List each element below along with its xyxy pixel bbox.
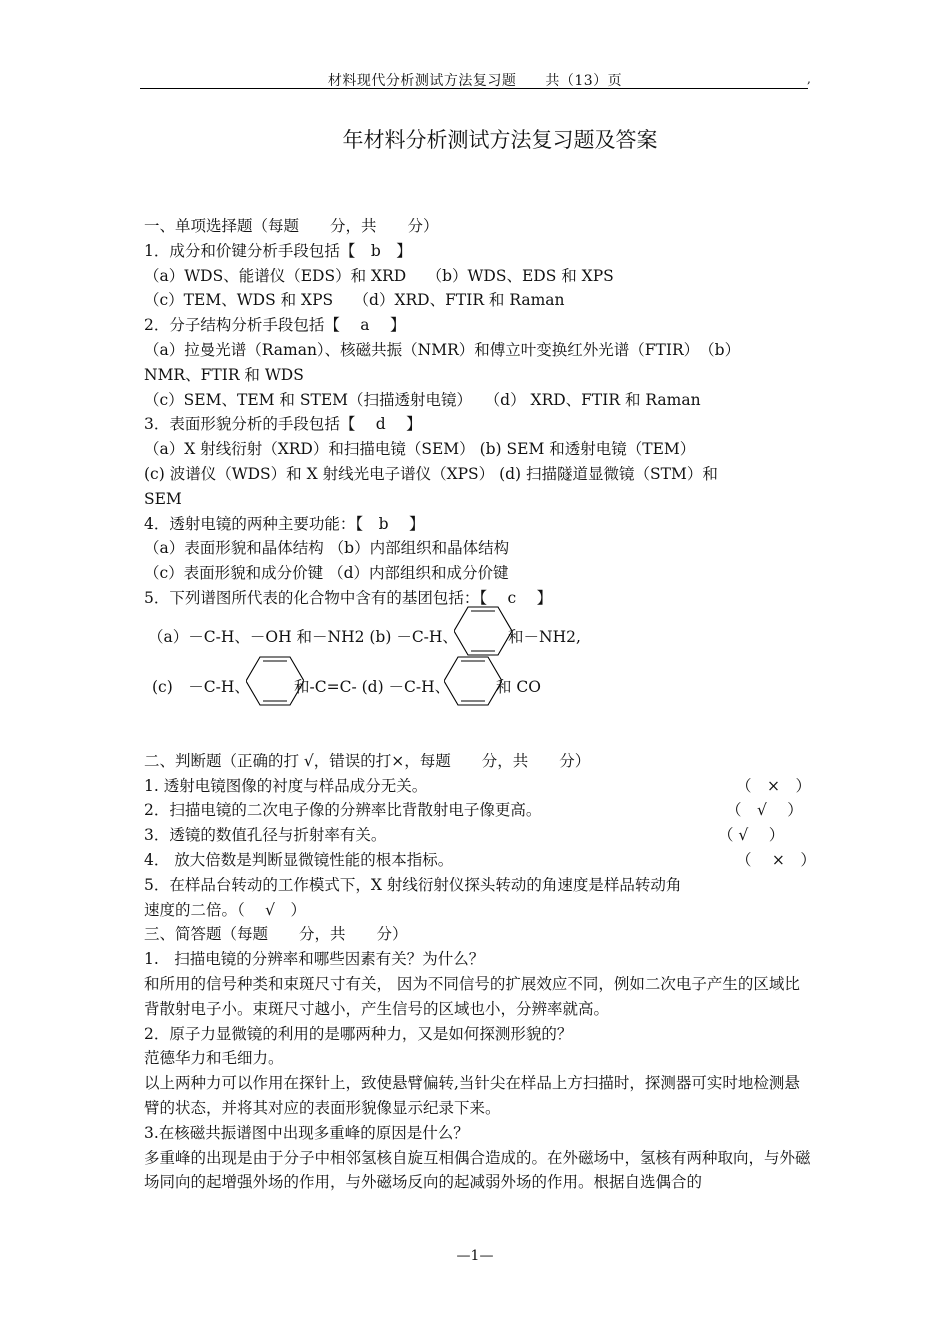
q2-options-cd: （c）SEM、TEM 和 STEM（扫描透射电镜） （d） XRD、FTIR 和 Raman [144,390,701,409]
q3-options-cd-1: (c) 波谱仪（WDS）和 X 射线光电子谱仪（XPS） (d) 扫描隧道显微镜（STM）和 [144,464,718,483]
q5-row2-text-c: 和 CO [496,677,541,696]
q3-options-ab: （a）X 射线衍射（XRD）和扫描电镜（SEM） (b) SEM 和透射电镜（TEM） [144,440,696,459]
short-a2-1: 范德华力和毛细力。 [144,1049,284,1068]
judge-item-mark: （ × ） [736,776,811,795]
header-mark: , [807,72,811,86]
q5-stem: 5．下列谱图所代表的化合物中含有的基团包括：【 c 】 [144,588,553,607]
judge-item-5-line2: 速度的二倍。（ √ ） [144,900,307,919]
q4-options-cd: （c）表面形貌和成分价键 （d）内部组织和成分价键 [144,564,509,583]
q5-options-row2 [144,663,812,711]
judge-item-4 [144,848,816,873]
q3-stem: 3．表面形貌分析的手段包括【 d 】 [144,415,422,434]
benzene-ring-icon [444,655,502,707]
short-q3: 3.在核磁共振谱图中出现多重峰的原因是什么？ [144,1123,469,1142]
judge-item-text: 2．扫描电镜的二次电子像的分辨率比背散射电子像更高。 [144,801,542,820]
document-title: 年材料分析测试方法复习题及答案 [342,128,658,152]
q4-options-ab: （a）表面形貌和晶体结构 （b）内部组织和晶体结构 [144,539,510,558]
short-a3: 多重峰的出现是由于分子中相邻氢核自旋互相偶合造成的。在外磁场中，氢核有两种取向，与外磁场同向的起增强外场的作用，与外磁场反向的起减弱外场的作用。根据自选偶合的 [144,1148,811,1192]
q5-row2-text-a: (c) －C-H、 [152,677,250,696]
q1-stem: 1．成分和价键分析手段包括【 b 】 [144,241,412,260]
header-text: 材料现代分析测试方法复习题 共（13）页 [327,73,623,89]
q3-options-cd-2: SEM [144,489,182,508]
judge-item-mark: （ √ ） [718,826,785,845]
q2-options-ab-2: NMR、FTIR 和 WDS [144,365,304,384]
q1-options-cd: （c）TEM、WDS 和 XPS （d）XRD、FTIR 和 Raman [144,291,565,310]
q5-row1-text-b: 和－NH2, [508,627,581,646]
judge-item-text: 3．透镜的数值孔径与折射率有关。 [144,826,387,845]
short-a1: 和所用的信号种类和束斑尺寸有关， 因为不同信号的扩展效应不同，例如二次电子产生的区域比背散射电子小。束斑尺寸越小，产生信号的区域也小，分辨率就高。 [144,974,800,1018]
document-body [144,214,816,1195]
judge-item-2 [144,798,812,823]
q5-row2-text-b: 和-C=C- (d) －C-H、 [294,677,451,696]
judge-item-1 [144,774,812,799]
section3-heading: 三、简答题（每题 分，共 分） [144,925,408,944]
benzene-ring-icon [454,605,512,657]
judge-item-mark: （ √ ） [726,801,803,820]
short-q1: 1. 扫描电镜的分辨率和哪些因素有关？为什么？ [144,950,485,969]
judge-item-mark: （ × ） [736,850,816,869]
judge-item-5-line1: 5．在样品台转动的工作模式下，X 射线衍射仪探头转动的角速度是样品转动角 [144,875,682,894]
q1-options-ab: （a）WDS、能谱仪（EDS）和 XRD （b）WDS、EDS 和 XPS [144,266,614,285]
q4-stem: 4．透射电镜的两种主要功能：【 b 】 [144,514,425,533]
q2-options-ab-1: （a）拉曼光谱（Raman）、核磁共振（NMR）和傅立叶变换红外光谱（FTIR） （b） [144,340,741,359]
page-footer: —1— [456,1248,494,1264]
short-q2: 2．原子力显微镜的利用的是哪两种力，又是如何探测形貌的？ [144,1024,573,1043]
section2-heading: 二、判断题（正确的打 √，错误的打×，每题 分，共 分） [144,751,591,770]
q2-stem: 2．分子结构分析手段包括【 a 】 [144,316,406,335]
section1-heading: 一、单项选择题（每题 分，共 分） [144,217,439,235]
judge-item-3 [144,823,812,848]
header-rule [140,88,808,89]
judge-item-text: 1. 透射电镜图像的衬度与样品成分无关。 [144,776,428,795]
q5-options-row1 [144,613,812,661]
judge-item-text: 4． 放大倍数是判断显微镜性能的根本指标。 [144,850,454,869]
short-a2-2: 以上两种力可以作用在探针上，致使悬臂偏转,当针尖在样品上方扫描时，探测器可实时地检测悬臂的状态，并将其对应的表面形貌像显示纪录下来。 [144,1074,800,1117]
q5-row1-text-a: （a）－C-H、－OH 和－NH2 (b) －C-H、 [148,627,458,646]
